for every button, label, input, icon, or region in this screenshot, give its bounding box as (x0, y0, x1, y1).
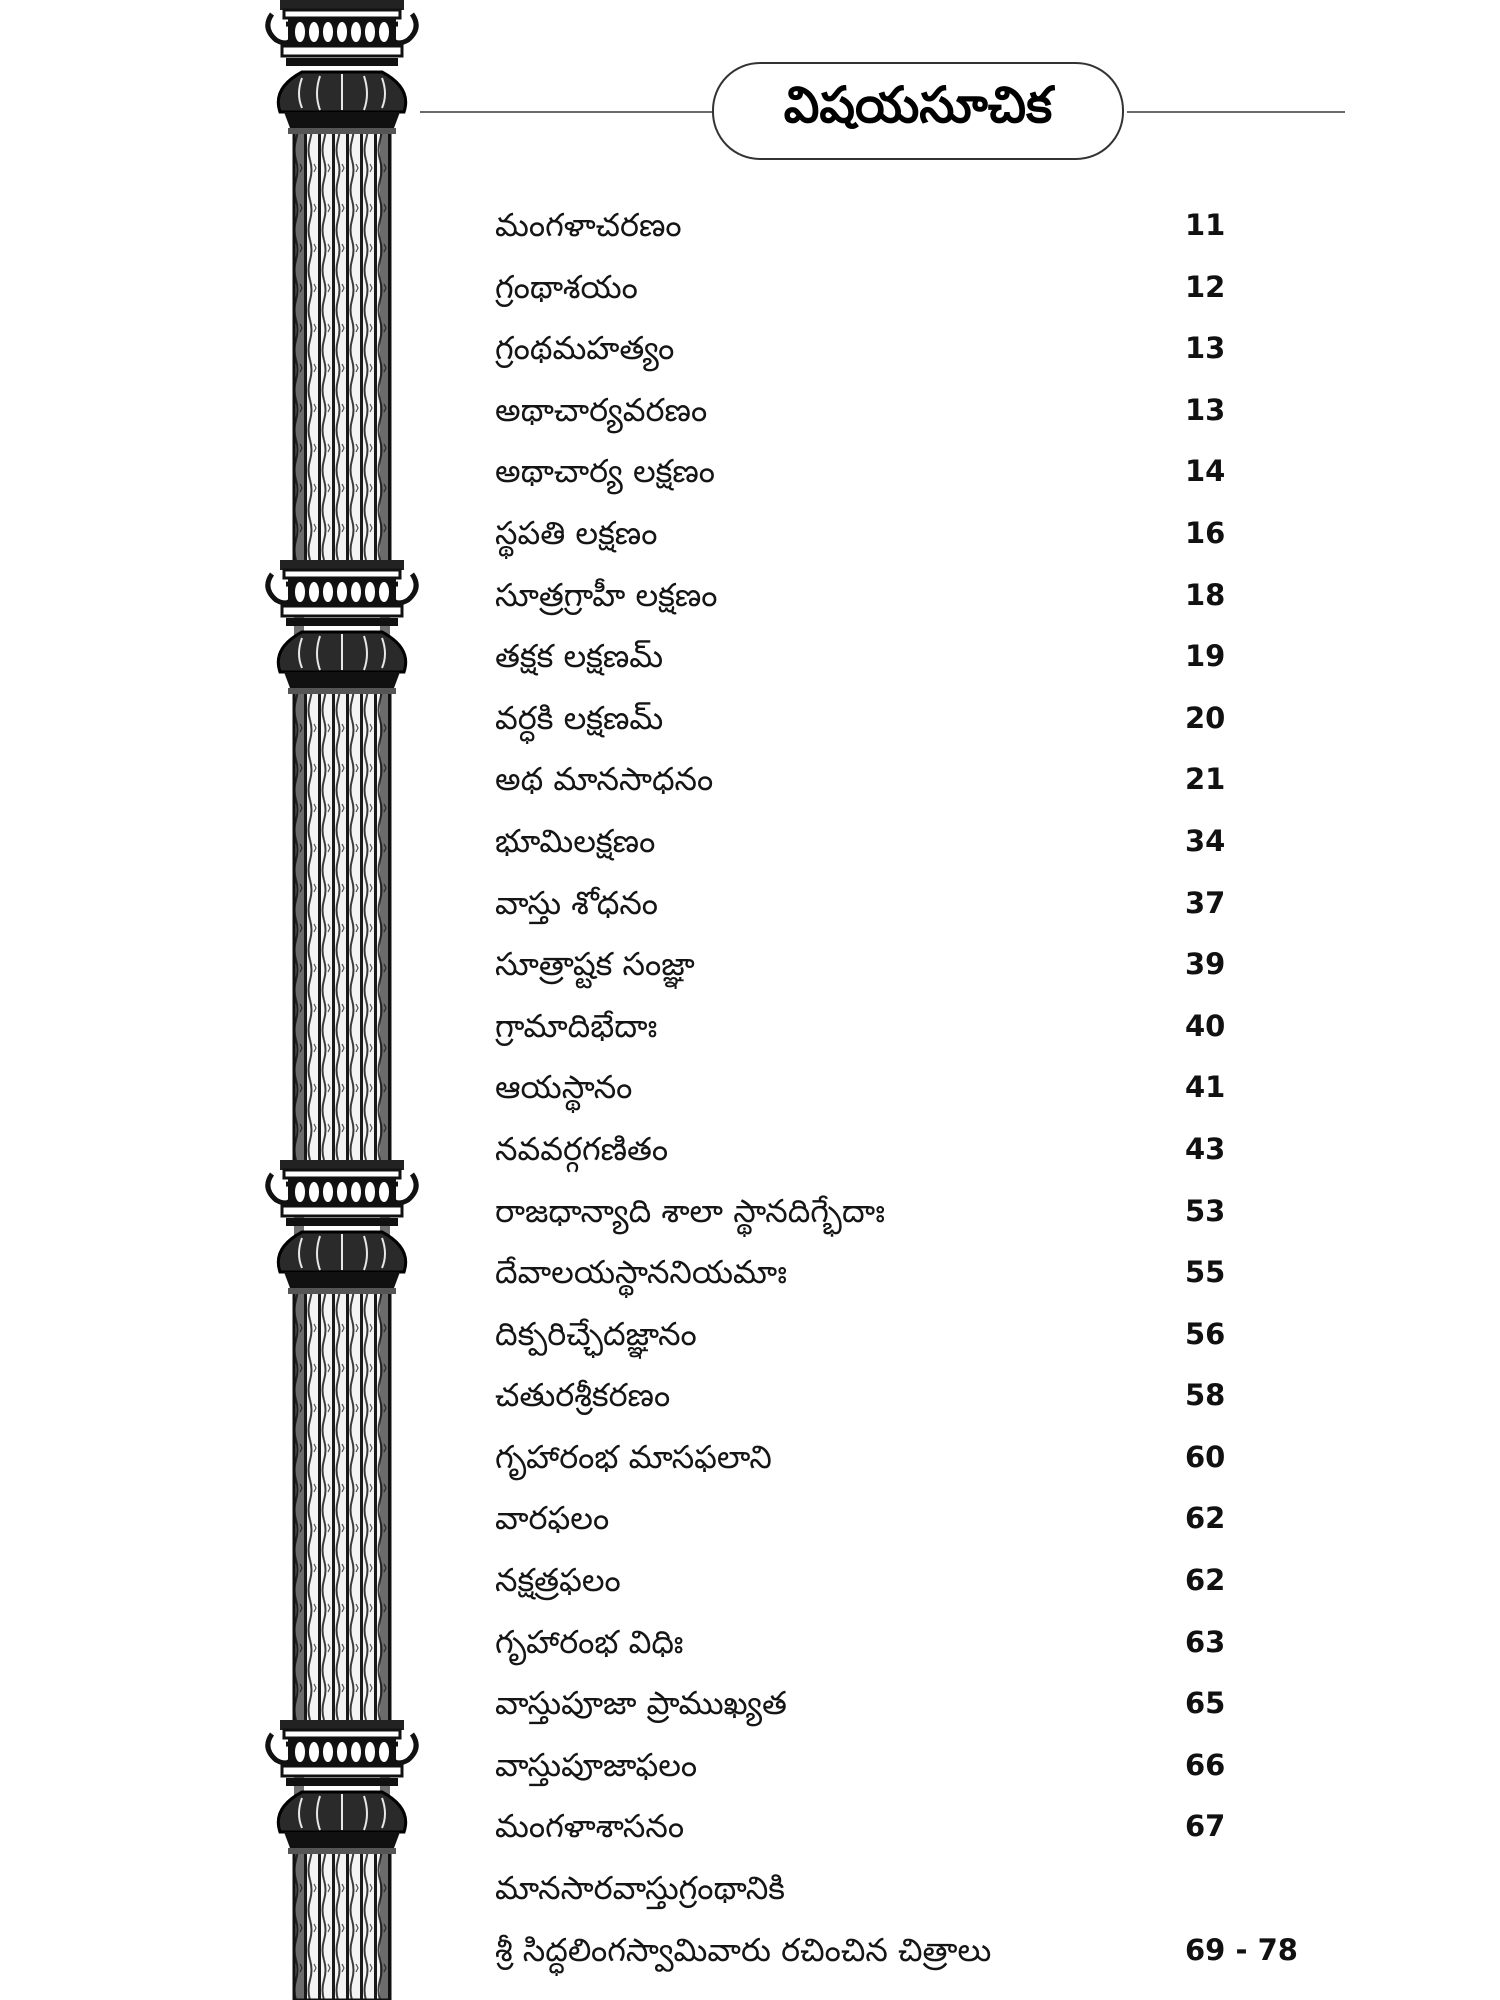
toc-entry-label: చతురశ్రీకరణం (495, 1376, 671, 1415)
toc-entry-page: 21 (1185, 762, 1226, 797)
toc-entry-label: వారఫలం (495, 1499, 610, 1538)
toc-entry-label: ఆయస్థానం (495, 1068, 633, 1107)
toc-entry-page: 40 (1185, 1008, 1226, 1043)
toc-entry-label: అథ మానసాధనం (495, 760, 714, 799)
header-rule-right (1127, 111, 1345, 113)
toc-entry-label: మంగళాచరణం (495, 206, 682, 244)
toc-entry-page: 13 (1185, 331, 1226, 366)
toc-entry-label: వాస్తుపూజా ప్రాముఖ్యత (495, 1684, 787, 1723)
toc-entry[interactable] (495, 688, 1345, 750)
table-of-contents (495, 195, 1345, 1981)
page-title: విషయసూచిక (783, 75, 1053, 134)
toc-entry-label: గ్రంథాశయం (495, 267, 638, 306)
toc-entry-page: 16 (1185, 515, 1226, 550)
toc-entry[interactable] (495, 1612, 1345, 1674)
toc-entry-page: 53 (1185, 1193, 1226, 1228)
toc-entry[interactable] (495, 1181, 1345, 1243)
toc-entry[interactable] (495, 503, 1345, 565)
toc-entry-page: 20 (1185, 700, 1226, 735)
toc-entry-page: 37 (1185, 885, 1226, 920)
toc-entry-label: దిక్పరిచ్ఛేదజ్ఞానం (495, 1314, 697, 1353)
toc-entry-page: 11 (1185, 208, 1226, 242)
toc-entry-label: నవవర్గగణితం (495, 1129, 669, 1168)
toc-entry-label: వర్ధకి లక్షణమ్ (495, 698, 664, 737)
toc-entry[interactable] (495, 1119, 1345, 1181)
toc-entry-label: గ్రంథమహత్యం (495, 329, 675, 368)
ornamental-pillar (262, 0, 422, 2000)
toc-entry-page: 18 (1185, 577, 1226, 612)
toc-entry[interactable] (495, 934, 1345, 996)
toc-entry[interactable] (495, 1735, 1345, 1797)
header-rule-left (420, 111, 715, 113)
toc-entry-page: 19 (1185, 639, 1226, 674)
toc-entry[interactable] (495, 996, 1345, 1058)
toc-entry-label: వాస్తు శోధనం (495, 883, 659, 922)
toc-entry[interactable] (495, 1550, 1345, 1612)
toc-entry-label: మానసారవాస్తుగ్రంథానికి (495, 1869, 785, 1908)
toc-entry-label: అథాచార్య లక్షణం (495, 452, 716, 491)
toc-entry-label: స్థపతి లక్షణం (495, 513, 658, 552)
toc-entry[interactable] (495, 1242, 1345, 1304)
toc-entry-page: 39 (1185, 947, 1226, 982)
toc-entry-page: 67 (1185, 1809, 1226, 1844)
toc-entry-page: 41 (1185, 1070, 1226, 1105)
toc-entry[interactable] (495, 626, 1345, 688)
toc-entry-label: వాస్తుపూజాఫలం (495, 1745, 698, 1784)
toc-entry[interactable] (495, 195, 1345, 257)
toc-entry-label: అథాచార్యవరణం (495, 390, 708, 429)
toc-entry[interactable] (495, 318, 1345, 380)
toc-entry-page: 69 - 78 (1185, 1932, 1298, 1967)
toc-entry-label: తక్షక లక్షణమ్ (495, 637, 664, 676)
toc-entry-label: భూమిలక్షణం (495, 821, 656, 860)
title-badge (712, 62, 1124, 160)
toc-entry-page: 55 (1185, 1255, 1226, 1290)
toc-entry-label: దేవాలయస్థాననియమాః (495, 1253, 787, 1292)
toc-entry[interactable] (495, 1427, 1345, 1489)
toc-entry[interactable] (495, 1920, 1345, 1982)
toc-entry-label: గ్రామాదిభేదాః (495, 1006, 658, 1045)
toc-entry-label: నక్షత్రఫలం (495, 1561, 621, 1600)
toc-entry[interactable] (495, 565, 1345, 627)
toc-entry-label: రాజధాన్యాది శాలా స్థానదిగ్భేదాః (495, 1191, 885, 1230)
toc-entry-page: 63 (1185, 1624, 1226, 1659)
toc-entry-page: 65 (1185, 1686, 1226, 1721)
toc-entry-page: 58 (1185, 1378, 1226, 1413)
toc-entry[interactable] (495, 1365, 1345, 1427)
toc-entry[interactable] (495, 1057, 1345, 1119)
toc-entry-page: 62 (1185, 1563, 1226, 1598)
toc-entry[interactable] (495, 811, 1345, 873)
toc-entry[interactable] (495, 1796, 1345, 1858)
toc-entry-label: మంగళాశాసనం (495, 1807, 685, 1846)
toc-entry-label: సూత్రాష్టక సంజ్ఞా (495, 945, 695, 984)
toc-entry[interactable] (495, 1488, 1345, 1550)
toc-entry[interactable] (495, 257, 1345, 319)
toc-entry-page: 66 (1185, 1747, 1226, 1782)
toc-entry[interactable] (495, 873, 1345, 935)
toc-entry[interactable] (495, 1304, 1345, 1366)
toc-entry-label: గృహారంభ మాసఫలాని (495, 1437, 772, 1476)
toc-entry-page: 13 (1185, 392, 1226, 427)
toc-entry-label: సూత్రగ్రాహీ లక్షణం (495, 575, 718, 614)
toc-entry-page: 14 (1185, 454, 1226, 489)
toc-entry-label: గృహారంభ విధిః (495, 1622, 684, 1661)
toc-entry[interactable] (495, 749, 1345, 811)
toc-entry[interactable] (495, 1673, 1345, 1735)
toc-entry-page: 60 (1185, 1439, 1226, 1474)
toc-entry[interactable] (495, 441, 1345, 503)
toc-entry-page: 12 (1185, 269, 1226, 304)
toc-entry[interactable] (495, 380, 1345, 442)
toc-entry-page: 62 (1185, 1501, 1226, 1536)
toc-entry-page: 34 (1185, 823, 1226, 858)
toc-entry-page: 56 (1185, 1316, 1226, 1351)
toc-entry-page: 43 (1185, 1131, 1226, 1166)
toc-entry[interactable] (495, 1858, 1345, 1920)
toc-entry-label: శ్రీ సిద్ధలింగస్వామివారు రచించిన చిత్రాలు (495, 1930, 992, 1969)
